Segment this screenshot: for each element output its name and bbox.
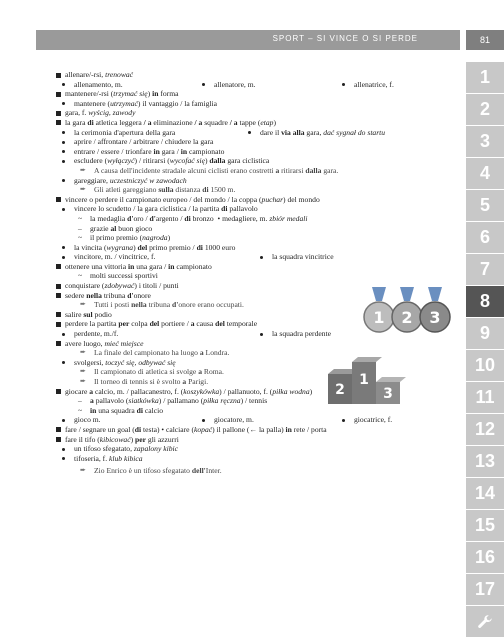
chapter-tab-10[interactable]: 10 <box>466 350 504 381</box>
arrow-icon: ➨ <box>80 348 86 357</box>
chapter-tab-8[interactable]: 8 <box>466 286 504 317</box>
entry-allenare: allenare/-rsi, trenować <box>56 70 456 80</box>
example-ritirarsi: ➨ A causa dell'incidente stradale alcuni ciclisti erano costretti a ritirarsi dalla gara. <box>80 165 339 175</box>
entry-medaglia: ~ la medaglia d'oro / d'argento / di bronzo • medagliere, m. zbiór medali <box>78 213 308 223</box>
svg-text:1: 1 <box>359 372 369 388</box>
chapter-tab-12[interactable]: 12 <box>466 414 504 445</box>
entry-vincita: la vincita (wygrana) del primo premio / di 1000 euro <box>56 243 456 253</box>
arrow-icon: ➨ <box>80 300 86 309</box>
arrow-icon: ➨ <box>80 377 86 385</box>
entry-cerimonia: la cerimonia d'apertura della gara dare il via alla gara, dać sygnał do startu <box>56 128 456 138</box>
chapter-tab-7[interactable]: 7 <box>466 254 504 285</box>
entry-sedere: sedere nella tribuna d'onore <box>56 291 456 301</box>
arrow-icon: ➨ <box>80 466 86 475</box>
entry-tifoseria: tifoseria, f. klub kibica <box>56 454 456 464</box>
example-atletica: ➨ Il campionato di atletica si svolge a Roma. <box>80 367 224 377</box>
podium-illustration <box>318 352 408 404</box>
chapter-tab-15[interactable]: 15 <box>466 510 504 541</box>
entry-fare-tifo: fare il tifo (kibicować) per gli azzurri <box>56 435 456 445</box>
entry-aprire-gara: aprire / affrontare / arbitrare / chiudere la gara <box>56 137 456 147</box>
medals-illustration <box>362 287 452 335</box>
svg-text:3: 3 <box>383 386 393 402</box>
entry-mantenere: mantenere/-rsi (trzymać się) in forma <box>56 89 456 99</box>
arrow-icon: ➨ <box>80 367 86 376</box>
wrench-icon[interactable] <box>466 606 504 637</box>
entry-gara: gara, f. wyścig, zawody <box>56 108 456 118</box>
svg-text:1: 1 <box>373 308 385 327</box>
entry-ottenere: ottenere una vittoria in una gara / in campionato <box>56 262 456 272</box>
entry-entrare-gara: entrare / essere / trionfare in gara / in campionato <box>56 147 456 157</box>
entry-pallavolo: – a pallavolo (siatkówka) / pallamano (piłka ręczna) / tennis <box>78 396 268 406</box>
svg-text:3: 3 <box>429 308 441 327</box>
example-tribuna: ➨ Tutti i posti nella tribuna d'onore erano occupati. <box>80 300 244 310</box>
header-bar <box>36 30 460 50</box>
arrow-icon: ➨ <box>80 185 86 194</box>
example-finale: ➨ La finale del campionato ha luogo a Londra. <box>80 348 230 358</box>
entry-primo-premio: ~ il primo premio (nagroda) <box>78 233 171 243</box>
chapter-tab-14[interactable]: 14 <box>466 478 504 509</box>
running-header: SPORT – SI VINCE O SI PERDE <box>272 34 418 43</box>
entry-escludere: escludere (wyłączyć) / ritirarsi (wycofać się) dalla gara ciclistica <box>56 156 456 166</box>
entry-squadra-calcio: ~ in una squadra di calcio <box>78 405 163 415</box>
entry-perdente: perdente, m./f. la squadra perdente <box>56 329 456 339</box>
entry-tifoso: un tifoso sfegatato, zapalony kibic <box>56 444 456 454</box>
chapter-tab-17[interactable]: 17 <box>466 574 504 605</box>
chapter-tab-16[interactable]: 16 <box>466 542 504 573</box>
entry-salire: salire sul podio <box>56 310 456 320</box>
svg-text:2: 2 <box>335 382 345 398</box>
chapter-tab-1[interactable]: 1 <box>466 62 504 93</box>
entry-vincere-scudetto: vincere lo scudetto / la gara ciclistica / la partita di pallavolo <box>56 204 456 214</box>
example-tennis: ➨ Il torneo di tennis si è svolto a Parigi. <box>80 377 209 386</box>
entry-conquistare: conquistare (zdobywać) i titoli / punti <box>56 281 456 291</box>
entry-giocare: giocare a calcio, m. / pallacanestro, f. (koszykówka) / pallanuoto, f. (piłka wodna) <box>56 387 456 397</box>
entry-gareggiare: gareggiare, uczestniczyć w zawodach <box>56 176 456 186</box>
entry-avere-luogo: avere luogo, mieć miejsce <box>56 339 456 349</box>
chapter-tabs <box>466 62 504 638</box>
entry-vincitore: vincitore, m. / vincitrice, f. la squadra vincitrice <box>56 252 456 262</box>
entry-successi: ~ molti successi sportivi <box>78 271 158 281</box>
chapter-tab-3[interactable]: 3 <box>466 126 504 157</box>
entry-svolgersi: svolgersi, toczyć się, odbywać się <box>56 358 456 368</box>
entry-la-gara: la gara di atletica leggera / a eliminazione / a squadre / a tappe (etap) <box>56 118 456 128</box>
vocabulary-list <box>56 70 456 476</box>
entry-grazie: – grazie al buon gioco <box>78 223 153 233</box>
svg-text:2: 2 <box>401 308 413 327</box>
chapter-tab-13[interactable]: 13 <box>466 446 504 477</box>
example-inter: ➨ Zio Enrico è un tifoso sfegatato dell'Inter. <box>80 466 222 476</box>
entry-allenare-derivatives: allenamento, m. allenatore, m. allenatrice, f. <box>56 80 456 90</box>
entry-perdere-partita: perdere la partita per colpa del portiere / a causa del temporale <box>56 319 456 329</box>
chapter-tab-6[interactable]: 6 <box>466 222 504 253</box>
chapter-tab-2[interactable]: 2 <box>466 94 504 125</box>
entry-vincere-perdere: vincere o perdere il campionato europeo / del mondo / la coppa (puchar) del mondo <box>56 195 456 205</box>
entry-mantenere-sub: mantenere (utrzymać) il vantaggio / la famiglia <box>56 99 456 109</box>
example-gareggiano: ➨ Gli atleti gareggiano sulla distanza di 1500 m. <box>80 185 236 195</box>
chapter-tab-11[interactable]: 11 <box>466 382 504 413</box>
chapter-tab-5[interactable]: 5 <box>466 190 504 221</box>
chapter-tab-4[interactable]: 4 <box>466 158 504 189</box>
page-number: 81 <box>466 30 504 50</box>
arrow-icon: ➨ <box>80 165 86 174</box>
chapter-tab-9[interactable]: 9 <box>466 318 504 349</box>
entry-segnare-goal: fare / segnare un goal (di testa) • calciare (kopać) il pallone (← la palla) in rete / porta <box>56 425 456 435</box>
entry-gioco: gioco m. giocatore, m. giocatrice, f. <box>56 415 456 425</box>
